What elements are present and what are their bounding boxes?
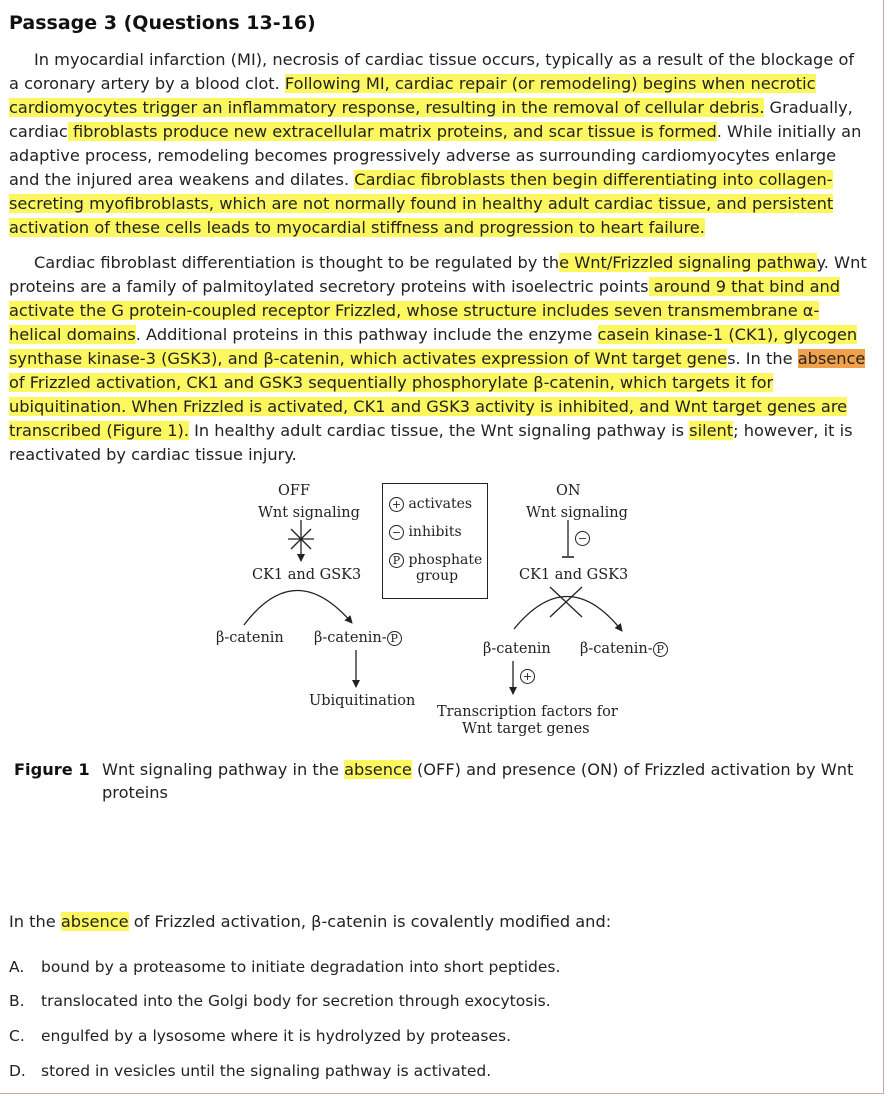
off-phosphorylation-arrow <box>244 590 352 625</box>
text-run: y. Wnt proteins are a family of palmitoylated secretory proteins with isoelectric points <box>9 253 867 296</box>
highlighted-text: fibroblasts produce new extracellular matrix proteins, and scar tissue is formed <box>67 122 717 141</box>
on-substrate: β-catenin <box>483 641 551 657</box>
text-run: . Additional proteins in this pathway include the enzyme <box>135 325 598 344</box>
highlighted-text: Following MI, cardiac repair (or remodeling) begins when necrotic cardiomyocytes trigger an inflammatory response, resulting in the removal of cellular debris. <box>9 74 816 117</box>
highlighted-text: absence <box>344 760 412 779</box>
highlighted-text: around 9 that bind and activate the G protein-coupled receptor Frizzled, whose structure includes seven transmembrane α-helical domains <box>9 277 841 344</box>
choice-text: stored in vesicles until the signaling pathway is activated. <box>41 1062 492 1080</box>
figure-caption-text[interactable] <box>102 758 862 804</box>
choice-letter: C. <box>9 1027 25 1045</box>
highlighted-text: silent <box>689 421 734 440</box>
legend-phosphate-line2: group <box>416 568 459 584</box>
highlighted-text: e Wnt/Frizzled signaling pathwa <box>559 253 817 272</box>
paragraph-2[interactable] <box>9 251 869 467</box>
text-run: Cardiac fibroblast differentiation is thought to be regulated by th <box>34 253 560 272</box>
paragraph-1-text[interactable] <box>9 48 869 240</box>
off-substrate: β-catenin <box>216 630 284 646</box>
figure-label: Figure 1 <box>14 760 90 779</box>
plus-icon: + <box>389 497 404 512</box>
paragraph-2-text[interactable] <box>9 251 869 467</box>
off-enzymes: CK1 and GSK3 <box>252 567 362 583</box>
on-phosphorylation-arrow <box>514 596 622 631</box>
legend-phosphate: phosphate <box>408 552 483 568</box>
paragraph-1[interactable] <box>9 48 869 240</box>
on-enzymes: CK1 and GSK3 <box>519 567 629 583</box>
text-run: In the <box>9 912 61 931</box>
text-run: s. In the <box>727 349 798 368</box>
choice-text: bound by a proteasome to initiate degradation into short peptides. <box>41 958 561 976</box>
on-product: β-catenin- P <box>580 641 668 658</box>
phosphate-icon: P <box>389 553 404 568</box>
choice-text: translocated into the Golgi body for secretion through exocytosis. <box>41 992 551 1010</box>
active-highlight: absence <box>797 349 866 368</box>
highlighted-text: Cardiac fibroblasts then begin differentiating into collagen-secreting myofibroblasts, which are not normally found in healthy adult cardiac tissue, and persistent activation of these cells leads to myocardial stiffness and progression to heart failure. <box>9 170 834 237</box>
on-block-mark <box>550 587 582 617</box>
text-run: In myocardial infarction (MI), necrosis of cardiac tissue occurs, typically as a result of the blockage of a coronary artery by a blood clot. <box>9 50 855 93</box>
off-title: OFF <box>278 483 311 499</box>
text-run: . While initially an adaptive process, remodeling becomes progressively adverse as surrounding cardiomyocytes enlarge and the injured area weakens and dilates. <box>9 122 862 189</box>
legend-activates: activates <box>408 496 473 512</box>
highlighted-text: absence <box>60 912 129 931</box>
highlighted-text: of Frizzled activation, CK1 and GSK3 sequentially phosphorylate β-catenin, which targets it for ubiquitination. When Frizzled is activated, CK1 and GSK3 activity is inhibited, and Wnt target genes are transcribed (Figure 1). <box>9 373 848 440</box>
question-stem[interactable] <box>9 912 611 931</box>
on-result-line2: Wnt target genes <box>462 721 590 737</box>
text-run: (OFF) and presence (ON) of Frizzled activation by Wnt proteins <box>102 760 854 802</box>
phosphate-icon: P <box>387 631 402 646</box>
text-run: Wnt signaling pathway in the <box>102 760 345 779</box>
legend-inhibits: inhibits <box>408 524 462 540</box>
choice-letter: A. <box>9 958 25 976</box>
minus-icon: − <box>575 531 590 546</box>
on-title: ON <box>556 483 581 499</box>
highlighted-text: casein kinase-1 (CK1), glycogen synthase kinase-3 (GSK3), and β-catenin, which activates expression of Wnt target gene <box>9 325 858 368</box>
choice-text: engulfed by a lysosome where it is hydrolyzed by proteases. <box>41 1027 512 1045</box>
phosphate-icon: P <box>653 642 668 657</box>
text-run: In healthy adult cardiac tissue, the Wnt signaling pathway is <box>188 421 690 440</box>
text-run: ; however, it is reactivated by cardiac tissue injury. <box>9 421 853 464</box>
figure-legend <box>382 483 488 599</box>
minus-icon: − <box>389 525 404 540</box>
on-subtitle: Wnt signaling <box>526 505 628 521</box>
passage-title: Passage 3 (Questions 13-16) <box>9 12 316 34</box>
off-product: β-catenin- P <box>314 630 402 647</box>
on-result-line1: Transcription factors for <box>437 704 618 720</box>
off-subtitle: Wnt signaling <box>258 505 360 521</box>
choice-letter: B. <box>9 992 25 1010</box>
choice-letter: D. <box>9 1062 26 1080</box>
off-result: Ubiquitination <box>309 693 416 709</box>
text-run: of Frizzled activation, β-catenin is covalently modified and: <box>128 912 612 931</box>
figure-1-diagram <box>200 477 690 747</box>
text-run: Gradually, cardiac <box>9 98 853 141</box>
plus-icon: + <box>520 669 535 684</box>
